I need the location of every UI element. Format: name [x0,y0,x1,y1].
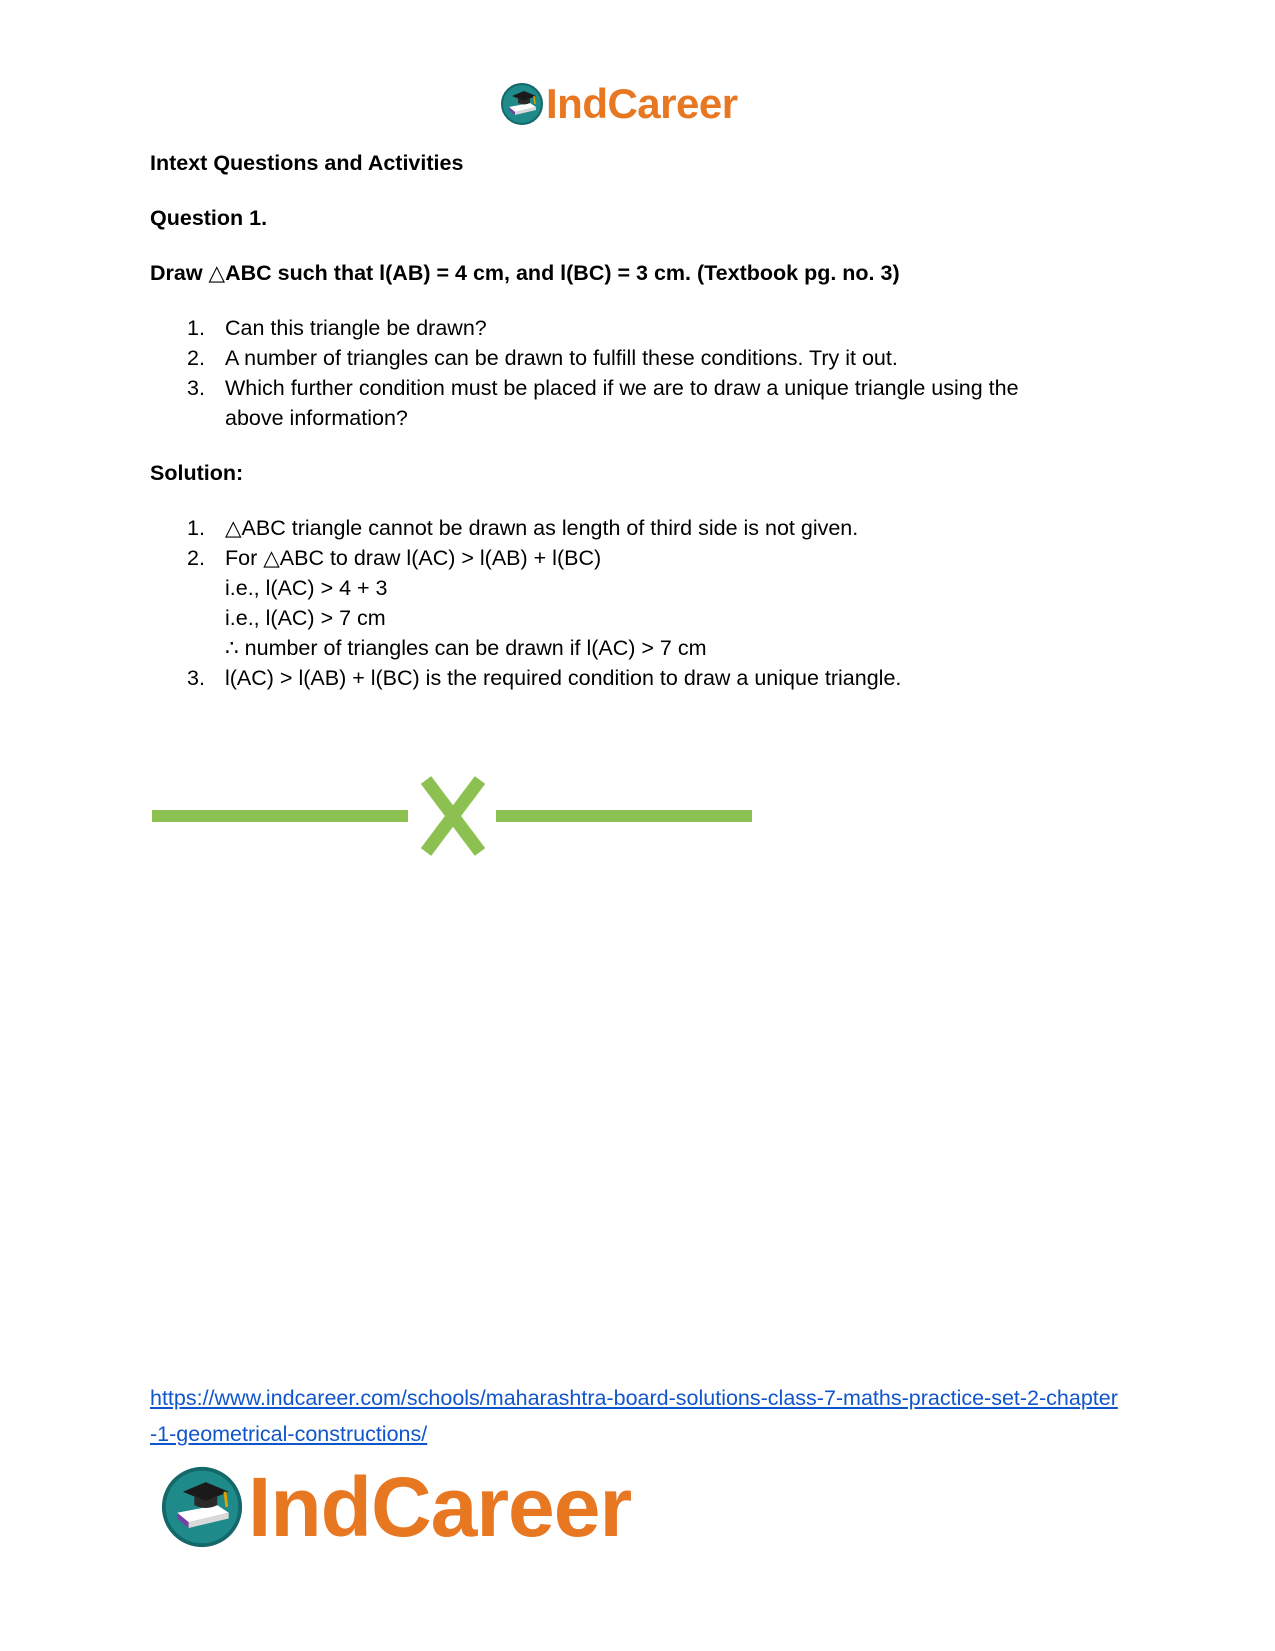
list-number: 1. [187,516,205,540]
solution-list [150,513,1130,693]
article-body [150,148,1130,693]
list-text: i.e., l(AC) > 7 cm [225,606,386,630]
list-item [150,543,1130,663]
logo-wordmark: IndCareer [248,1460,632,1554]
list-number: 1. [187,316,205,340]
list-text: ∴ number of triangles can be drawn if l(AC) > 7 cm [225,636,707,660]
question-prompt: Draw △ABC such that l(AB) = 4 cm, and l(BC) = 3 cm. (Textbook pg. no. 3) [150,261,900,285]
list-number: 3. [187,376,205,400]
list-item [150,663,1130,693]
list-text: Which further condition must be placed if we are to draw a unique triangle using the [225,376,1019,400]
list-text: above information? [225,406,408,430]
list-item [150,513,1130,543]
list-text: i.e., l(AC) > 4 + 3 [225,576,388,600]
logo-wordmark: IndCareer [546,80,738,127]
solution-label: Solution: [150,461,244,485]
list-text: l(AC) > l(AB) + l(BC) is the required condition to draw a unique triangle. [225,666,902,690]
source-link[interactable]: https://www.indcareer.com/schools/maharashtra-board-solutions-class-7-maths-practice-set-2-chapter-1-geometrical-constructions/ [150,1386,1118,1446]
graduation-book-icon [160,1465,244,1549]
section-divider [152,776,752,856]
list-item [150,343,1130,373]
list-item [150,373,1130,433]
question-list [150,313,1130,433]
list-item [150,313,1130,343]
list-text: For △ABC to draw l(AC) > l(AB) + l(BC) [225,546,602,570]
graduation-book-icon [500,82,544,126]
list-text: Can this triangle be drawn? [225,316,487,340]
list-number: 2. [187,546,205,570]
footer-logo [160,1462,631,1552]
question-label: Question 1. [150,206,268,230]
list-number: 3. [187,666,205,690]
section-title: Intext Questions and Activities [150,151,464,175]
header-logo [500,76,738,132]
list-text: △ABC triangle cannot be drawn as length of third side is not given. [225,516,859,540]
list-text: A number of triangles can be drawn to fulfill these conditions. Try it out. [225,346,898,370]
list-number: 2. [187,346,205,370]
close-icon [426,780,480,852]
